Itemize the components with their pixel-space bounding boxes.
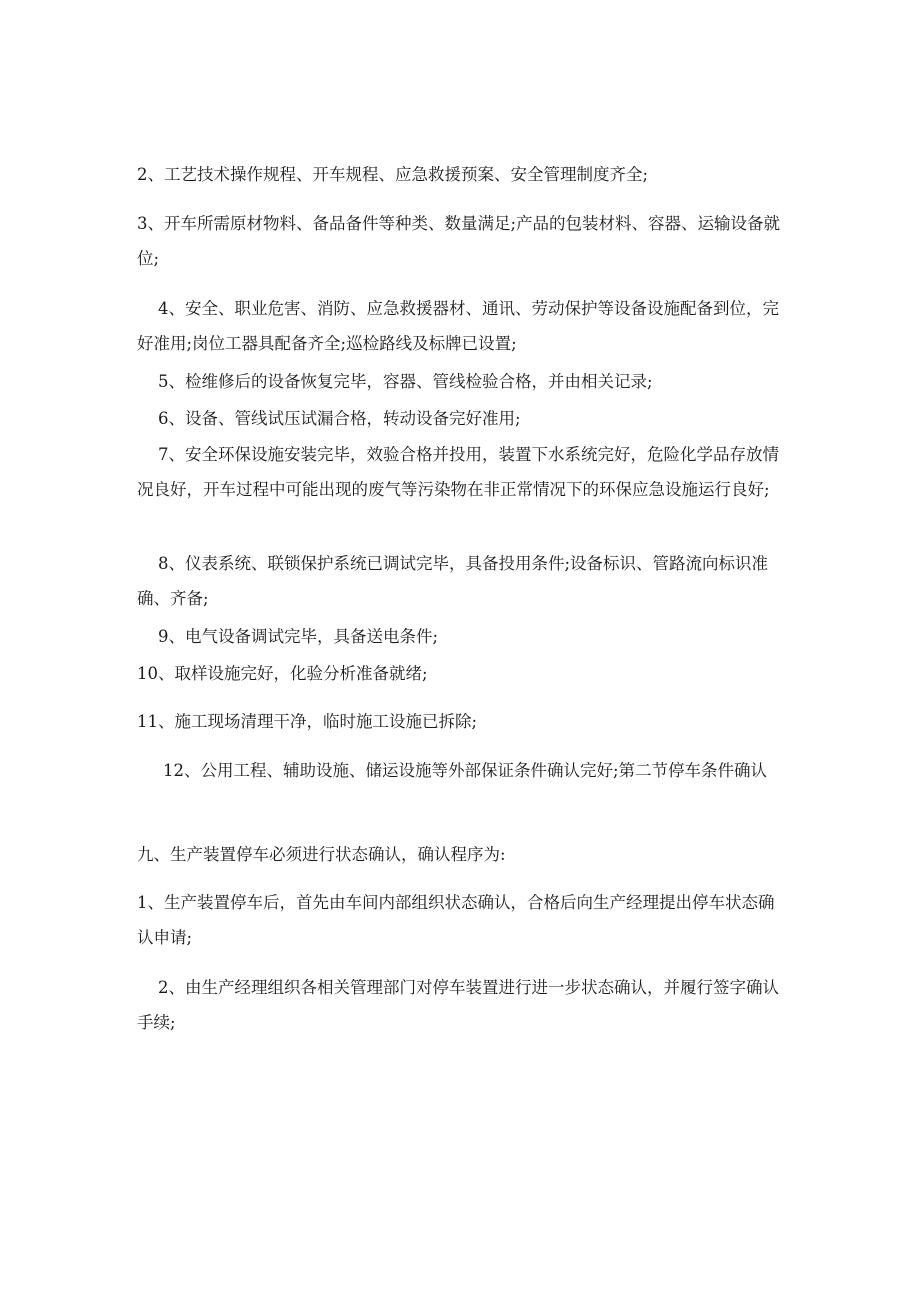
- paragraph-item-11: 11、施工现场清理干净，临时施工设施已拆除;: [137, 712, 478, 731]
- paragraph-item-2: 2、工艺技术操作规程、开车规程、应急救援预案、安全管理制度齐全;: [137, 165, 649, 184]
- procedure-step-2: 2、由生产经理组织各相关管理部门对停车装置进行进一步状态确认，并履行签字确认手续;: [137, 978, 779, 1032]
- procedure-step-1: 1、生产装置停车后，首先由车间内部组织状态确认，合格后向生产经理提出停车状态确认申请;: [137, 893, 775, 947]
- paragraph-item-6: 6、设备、管线试压试漏合格，转动设备完好准用;: [158, 409, 521, 428]
- paragraph-item-8: 8、仪表系统、联锁保护系统已调试完毕，具备投用条件;设备标识、管路流向标识准确、齐备;: [137, 554, 769, 608]
- paragraph-item-10: 10、取样设施完好，化验分析准备就绪;: [137, 664, 428, 683]
- paragraph-item-5: 5、检维修后的设备恢复完毕，容器、管线检验合格，并由相关记录;: [158, 372, 653, 391]
- section-nine-heading: 九、生产装置停车必须进行状态确认，确认程序为:: [137, 845, 506, 864]
- paragraph-item-9: 9、电气设备调试完毕，具备送电条件;: [158, 627, 439, 646]
- paragraph-item-4: 4、安全、职业危害、消防、应急救援器材、通讯、劳动保护等设备设施配备到位，完好准用;岗位工器具配备齐全;巡检路线及标牌已设置;: [137, 299, 779, 353]
- paragraph-item-7: 7、安全环保设施安装完毕，效验合格并投用，装置下水系统完好，危险化学品存放情况良好，开车过程中可能出现的废气等污染物在非正常情况下的环保应急设施运行良好;: [137, 445, 779, 499]
- paragraph-item-3: 3、开车所需原材物料、备品备件等种类、数量满足;产品的包装材料、容器、运输设备就位;: [137, 214, 781, 268]
- paragraph-item-12-section-heading: 12、公用工程、辅助设施、储运设施等外部保证条件确认完好;第二节停车条件确认: [162, 761, 768, 780]
